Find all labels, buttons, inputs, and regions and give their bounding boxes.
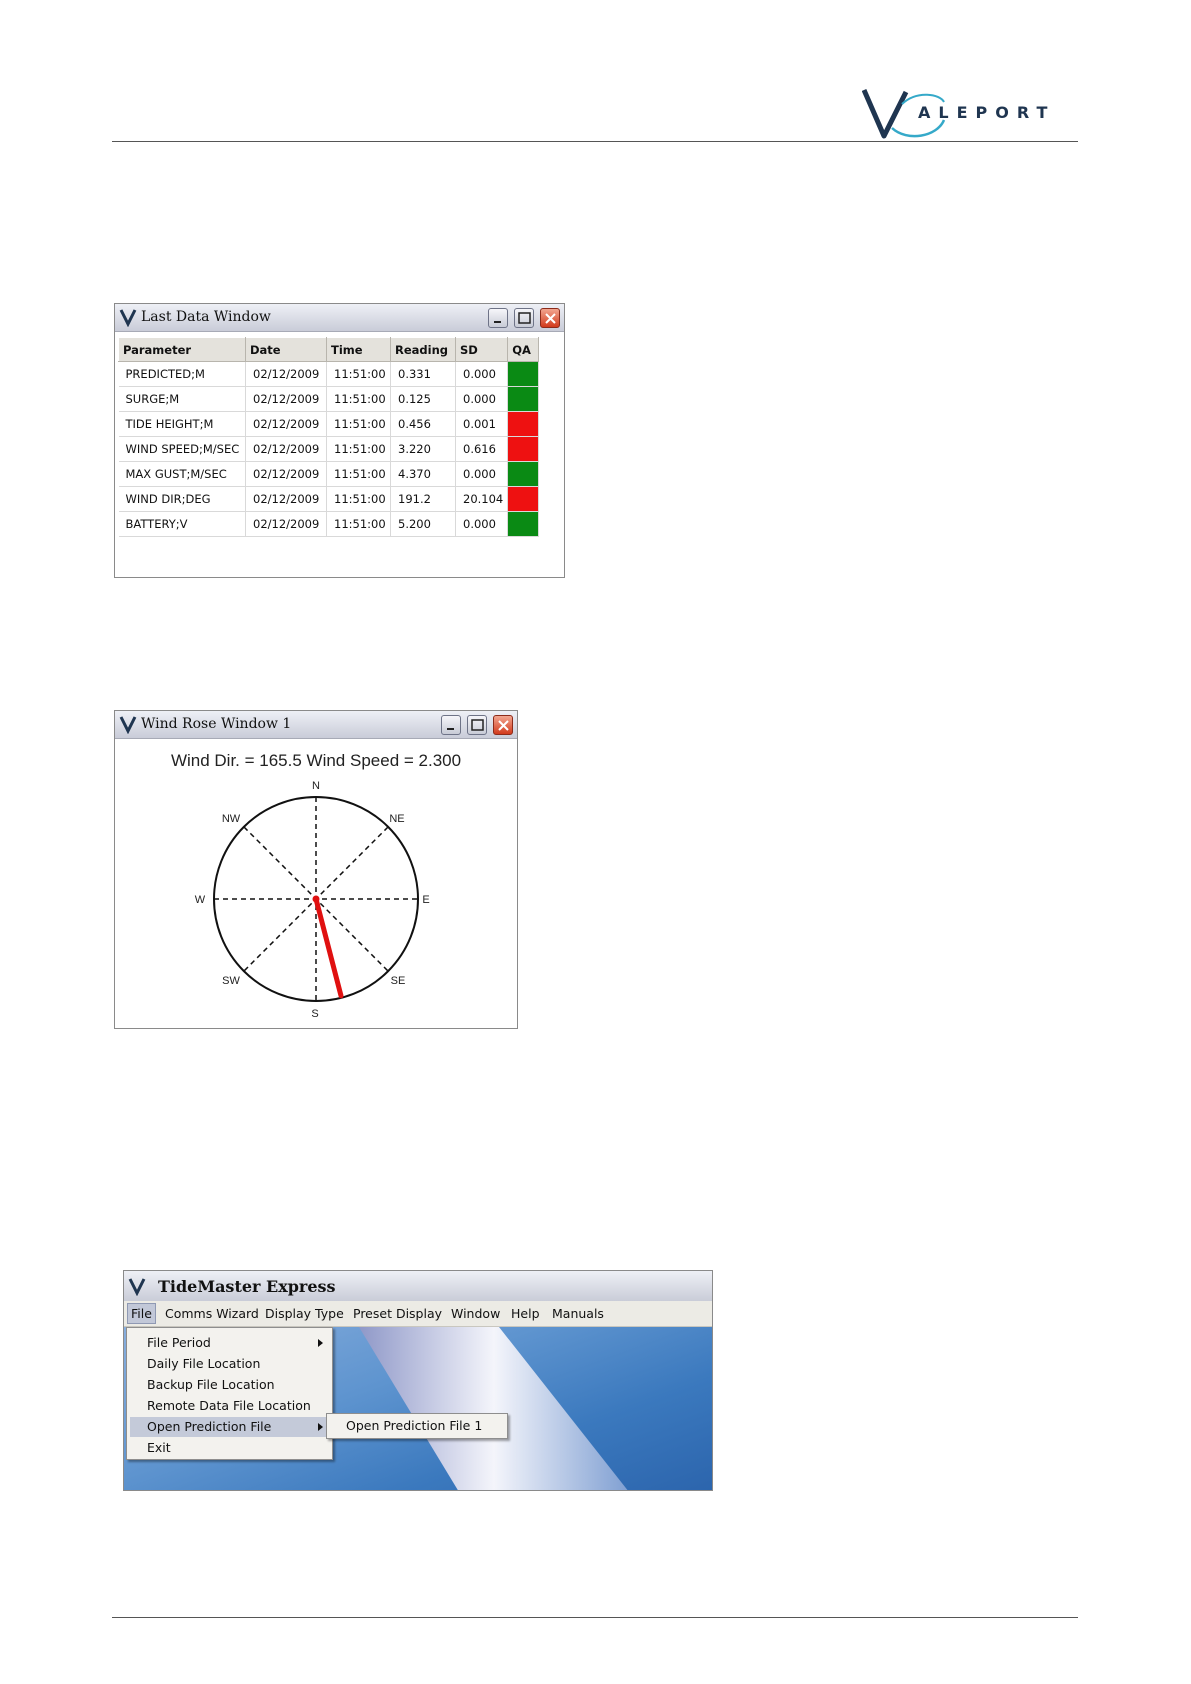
title-bar[interactable] [124,1271,712,1302]
menu-item-backup-file-location[interactable] [130,1375,329,1395]
menu-item-file-period[interactable] [130,1333,329,1353]
cell-reading: 3.220 [391,437,456,462]
header-rule [112,141,1078,142]
cell-date: 02/12/2009 [246,462,327,487]
cell-sd: 0.001 [456,412,508,437]
cell-time: 11:51:00 [327,412,391,437]
cell-time: 11:51:00 [327,437,391,462]
submenu-arrow-icon [318,1423,323,1431]
qa-indicator [508,512,538,536]
cell-sd: 20.104 [456,487,508,512]
cell-parameter: PREDICTED;M [119,362,246,387]
column-header[interactable]: Parameter [119,338,246,362]
cell-time: 11:51:00 [327,487,391,512]
menu-item-open-prediction-file[interactable] [130,1417,329,1437]
cell-reading: 0.125 [391,387,456,412]
wind-direction-needle [316,899,341,996]
cell-reading: 4.370 [391,462,456,487]
cell-parameter: TIDE HEIGHT;M [119,412,246,437]
table-row[interactable] [119,437,539,462]
menu-item-label: Open Prediction File [147,1419,272,1434]
cell-date: 02/12/2009 [246,412,327,437]
window-title: Wind Rose Window 1 [141,716,292,732]
cell-sd: 0.000 [456,512,508,537]
menu-item-label: Remote Data File Location [147,1398,311,1413]
qa-indicator [508,437,538,461]
table-row[interactable] [119,362,539,387]
cell-date: 02/12/2009 [246,387,327,412]
window-title: TideMaster Express [158,1277,336,1296]
file-menu-dropdown [126,1327,333,1460]
menu-display-type[interactable]: Display Type [265,1306,344,1321]
menu-window[interactable]: Window [451,1306,501,1321]
qa-indicator [508,387,538,411]
compass-label-ne: NE [389,813,405,825]
menu-item-label: Daily File Location [147,1356,261,1371]
column-header[interactable]: Date [246,338,327,362]
title-bar[interactable] [115,711,517,739]
cell-sd: 0.000 [456,462,508,487]
minimize-button[interactable] [441,715,461,735]
table-row[interactable] [119,412,539,437]
menu-manuals[interactable]: Manuals [552,1306,604,1321]
maximize-button[interactable] [467,715,487,735]
cell-reading: 0.456 [391,412,456,437]
menu-item-daily-file-location[interactable] [130,1354,329,1374]
cell-qa [508,512,539,537]
cell-reading: 0.331 [391,362,456,387]
cell-qa [508,412,539,437]
column-header[interactable]: QA [508,338,539,362]
menu-item-label: File Period [147,1335,211,1350]
menu-help[interactable]: Help [511,1306,540,1321]
footer-rule [112,1617,1078,1618]
maximize-button[interactable] [514,308,534,328]
menu-item-label: Exit [147,1440,171,1455]
cell-qa [508,387,539,412]
table-header-row [119,338,539,362]
app-v-icon [128,1276,146,1296]
cell-date: 02/12/2009 [246,437,327,462]
column-header[interactable]: SD [456,338,508,362]
qa-indicator [508,462,538,486]
menu-item-exit[interactable] [130,1438,329,1458]
cell-qa [508,487,539,512]
menu-preset-display[interactable]: Preset Display [353,1306,443,1321]
table-row[interactable] [119,512,539,537]
cell-parameter: BATTERY;V [119,512,246,537]
table-row[interactable] [119,387,539,412]
minimize-button[interactable] [488,308,508,328]
compass-label-sw: SW [222,975,240,987]
qa-indicator [508,362,538,386]
compass-label-e: E [422,894,430,906]
menu-file[interactable]: File [127,1303,156,1324]
cell-parameter: WIND DIR;DEG [119,487,246,512]
cell-reading: 5.200 [391,512,456,537]
column-header[interactable]: Time [327,338,391,362]
cell-qa [508,437,539,462]
wind-readout: Wind Dir. = 165.5 Wind Speed = 2.300 [170,751,462,770]
wind-rose-chart [115,769,519,1029]
cell-date: 02/12/2009 [246,512,327,537]
qa-indicator [508,487,538,511]
column-header[interactable]: Reading [391,338,456,362]
compass-label-nw: NW [221,813,241,825]
app-v-icon [119,307,137,327]
compass-label-n: N [312,780,320,792]
qa-indicator [508,412,538,436]
compass-label-se: SE [390,975,406,987]
cell-sd: 0.000 [456,387,508,412]
tidemaster-window[interactable] [123,1270,713,1491]
cell-time: 11:51:00 [327,362,391,387]
wind-rose-window[interactable] [114,710,518,1029]
close-button[interactable] [493,715,513,735]
cell-date: 02/12/2009 [246,487,327,512]
window-title: Last Data Window [141,309,271,325]
cell-qa [508,362,539,387]
menu-comms-wizard[interactable]: Comms Wizard [165,1306,259,1321]
menu-item-label: Open Prediction File 1 [346,1418,483,1433]
last-data-table [118,337,539,537]
title-bar[interactable] [115,304,564,332]
cell-reading: 191.2 [391,487,456,512]
menu-item-open-prediction-file-1[interactable] [330,1416,504,1436]
cell-sd: 0.616 [456,437,508,462]
cell-sd: 0.000 [456,362,508,387]
prediction-file-submenu [326,1413,508,1439]
cell-qa [508,462,539,487]
cell-parameter: SURGE;M [119,387,246,412]
table-row[interactable] [119,487,539,512]
table-row[interactable] [119,462,539,487]
app-v-icon [119,714,137,734]
logo-text: ALEPORT [918,103,1056,122]
cell-time: 11:51:00 [327,387,391,412]
last-data-window[interactable] [114,303,565,578]
cell-parameter: MAX GUST;M/SEC [119,462,246,487]
submenu-arrow-icon [318,1339,323,1347]
menu-item-label: Backup File Location [147,1377,275,1392]
close-button[interactable] [540,308,560,328]
compass-label-s: S [311,1008,319,1020]
cell-parameter: WIND SPEED;M/SEC [119,437,246,462]
cell-time: 11:51:00 [327,512,391,537]
menu-item-remote-data-file-location[interactable] [130,1396,329,1416]
cell-time: 11:51:00 [327,462,391,487]
compass-label-w: W [194,894,206,906]
needle-hub [313,896,320,903]
cell-date: 02/12/2009 [246,362,327,387]
menu-bar [124,1301,712,1327]
